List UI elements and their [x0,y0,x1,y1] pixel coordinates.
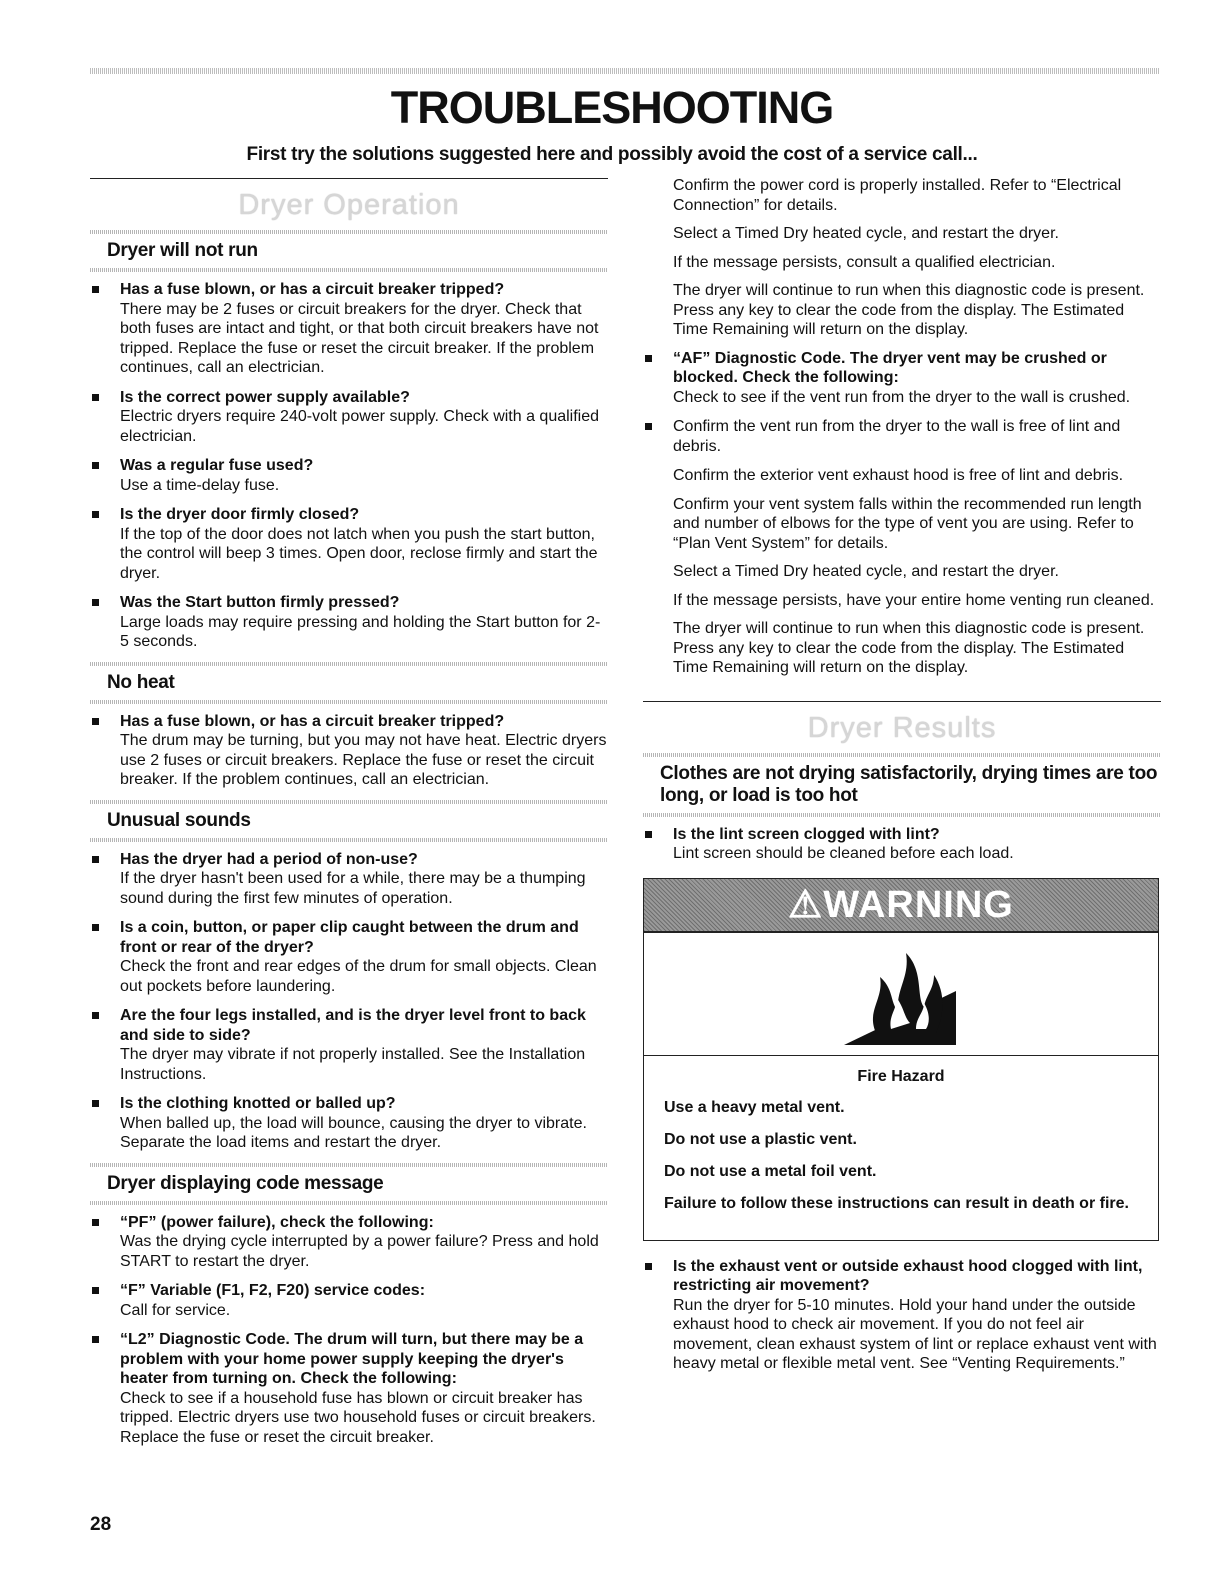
subheading-not-drying: Clothes are not drying satisfactorily, drying times are too long, or load is too hot [660,762,1158,806]
warning-line: Do not use a metal foil vent. [664,1162,877,1180]
bullet-icon [92,511,99,518]
warning-line: Do not use a plastic vent. [664,1130,857,1148]
answer: Lint screen should be cleaned before each load. [673,845,1014,862]
bullet-icon [645,831,652,838]
answer: If the top of the door does not latch when you push the start button, the control will beep 3 times. Open door, reclose firmly and start the dryer. [120,525,598,582]
bullet-icon [92,856,99,863]
list-item [90,1006,608,1084]
bullet-icon [645,423,652,430]
will-not-run-list [90,280,608,652]
list-item [90,388,608,447]
answer: Check to see if the vent run from the dryer to the wall is crushed. [673,388,1131,406]
question: Are the four legs installed, and is the dryer level front to back and side to side? [120,1007,586,1044]
exhaust-list [643,1257,1161,1374]
l2-step: The dryer will continue to run when this diagnostic code is present. Press any key to clear the code from the display. The Estimated Time Remaining will return on the display. [673,282,1145,338]
warning-header [644,879,1158,933]
list-item [643,349,1161,408]
page-subtitle: First try the solutions suggested here and possibly avoid the cost of a service call... [246,144,978,165]
bullet-icon [92,599,99,606]
section-rule [643,701,1161,702]
list-item [90,456,608,495]
l2-step: Confirm the power cord is properly installed. Refer to “Electrical Connection” for details. [673,177,1122,214]
right-column [643,176,1161,1384]
list-item [90,918,608,996]
question: Is the correct power supply available? [120,388,410,406]
dotted-divider [90,700,608,704]
lint-list [643,825,1161,864]
question: Is a coin, button, or paper clip caught between the drum and front or rear of the dryer? [120,919,579,956]
af-step: Select a Timed Dry heated cycle, and restart the dryer. [673,563,1059,580]
fire-hazard-icon-area [644,933,1158,1056]
af-list [643,349,1161,457]
dotted-divider [90,838,608,842]
question: Is the lint screen clogged with lint? [673,825,940,843]
answer: Large loads may require pressing and holding the Start button for 2-5 seconds. [120,613,601,650]
bullet-icon [645,355,652,362]
unusual-sounds-list [90,850,608,1153]
left-column [90,178,608,1457]
bullet-icon [92,1336,99,1343]
list-item [90,1281,608,1320]
bullet-icon [92,462,99,469]
list-item [90,850,608,909]
dotted-divider [90,1201,608,1205]
subheading-unusual-sounds: Unusual sounds [107,809,251,831]
answer: The dryer may vibrate if not properly installed. See the Installation Instructions. [120,1046,586,1083]
hazard-title: Fire Hazard [857,1067,945,1085]
af-step: If the message persists, have your entire home venting run cleaned. [673,591,1155,609]
question: Is the dryer door firmly closed? [120,506,360,523]
section-heading-dryer-operation: Dryer Operation [238,189,460,221]
l2-step: If the message persists, consult a qualified electrician. [673,253,1056,271]
list-item [90,712,608,790]
answer: Check to see if a household fuse has blown or circuit breaker has tripped. Electric dryers use two household fuses or circuit breakers. Replace the fuse or reset the circuit breaker. [120,1389,596,1446]
bullet-icon [92,1100,99,1107]
af-step: The dryer will continue to run when this diagnostic code is present. Press any key to clear the code from the display. The Estimated Time Remaining will return on the display. [673,620,1145,676]
answer: Was the drying cycle interrupted by a power failure? Press and hold START to restart the dryer. [120,1233,599,1270]
af-step: Confirm your vent system falls within the recommended run length and number of elbows for the type of vent you are using. Refer to “Plan Vent System” for details. [673,495,1142,552]
answer: If the dryer hasn't been used for a while, there may be a thumping sound during the first few minutes of operation. [120,870,586,907]
question: “F” Variable (F1, F2, F20) service codes: [120,1282,426,1299]
dotted-divider [643,813,1161,817]
list-item [90,280,608,378]
bullet-icon [645,1263,652,1270]
answer: Check the front and rear edges of the drum for small objects. Clean out pockets before laundering. [120,958,597,995]
subheading-will-not-run: Dryer will not run [107,240,258,261]
bullet-icon [92,394,99,401]
subheading-code-message: Dryer displaying code message [107,1172,384,1194]
warning-body [644,1056,1158,1240]
list-item [90,1094,608,1153]
question: “L2” Diagnostic Code. The drum will turn, but there may be a problem with your home power supply keeping the dryer's heater from turning on. Check the following: [120,1331,584,1387]
question: Is the exhaust vent or outside exhaust hood clogged with lint, restricting air movement? [673,1257,1143,1294]
section-heading-dryer-results: Dryer Results [807,711,997,744]
section-rule [90,178,608,179]
page-title: TROUBLESHOOTING [390,82,834,133]
top-dotted-rule [90,68,1160,74]
question: Was a regular fuse used? [120,457,314,474]
question: “AF” Diagnostic Code. The dryer vent may be crushed or blocked. Check the following: [673,349,1107,386]
list-item [643,1257,1161,1374]
warning-box [643,878,1159,1241]
code-message-list [90,1213,608,1448]
list-item [643,825,1161,864]
answer: When balled up, the load will bounce, causing the dryer to vibrate. Separate the load items and restart the dryer. [120,1114,587,1151]
bullet-icon [92,1287,99,1294]
answer: Confirm the vent run from the dryer to the wall is free of lint and debris. [673,418,1121,455]
list-item [90,1330,608,1447]
subheading-no-heat: No heat [107,671,175,693]
dotted-divider [90,268,608,272]
answer: Use a time-delay fuse. [120,476,280,494]
bullet-icon [92,286,99,293]
answer: Call for service. [120,1301,231,1319]
warning-line: Failure to follow these instructions can result in death or fire. [664,1194,1129,1212]
warning-triangle-icon: ⚠ [788,883,824,926]
warning-line: Use a heavy metal vent. [664,1098,845,1116]
af-step: Confirm the exterior vent exhaust hood is free of lint and debris. [673,467,1124,484]
no-heat-list [90,712,608,790]
list-item [90,593,608,652]
question: Was the Start button firmly pressed? [120,594,400,611]
answer: Run the dryer for 5-10 minutes. Hold your hand under the outside exhaust hood to check air movement. If you do not feel air movement, clean exhaust system of lint or replace exhaust vent with heavy metal or flexible metal vent. See “Venting Requirements.” [673,1296,1157,1372]
answer: Electric dryers require 240-volt power supply. Check with a qualified electrician. [120,408,600,445]
bullet-icon [92,1012,99,1019]
question: Has a fuse blown, or has a circuit breaker tripped? [120,712,505,730]
question: Has the dryer had a period of non-use? [120,850,418,868]
question: “PF” (power failure), check the following: [120,1213,434,1231]
bullet-icon [92,924,99,931]
l2-step: Select a Timed Dry heated cycle, and restart the dryer. [673,225,1059,242]
question: Has a fuse blown, or has a circuit breaker tripped? [120,281,505,298]
bullet-icon [92,1219,99,1226]
question: Is the clothing knotted or balled up? [120,1095,396,1112]
list-item [90,505,608,583]
warning-label: WARNING [823,883,1014,926]
list-item [643,417,1161,456]
spacer [643,687,1161,701]
bullet-icon [92,718,99,725]
list-item [90,1213,608,1272]
answer: The drum may be turning, but you may not have heat. Electric dryers use 2 fuses or circuit breakers. Replace the fuse or reset the circuit breaker. If the problem continues, call an electrician. [120,732,607,788]
page-number: 28 [90,1514,112,1535]
fire-hazard-icon [836,941,966,1051]
answer: There may be 2 fuses or circuit breakers for the dryer. Check that both fuses are intact and tight, or that both circuit breakers have not tripped. Replace the fuse or reset the circuit breaker. If the problem continues, call an electrician. [120,300,599,376]
